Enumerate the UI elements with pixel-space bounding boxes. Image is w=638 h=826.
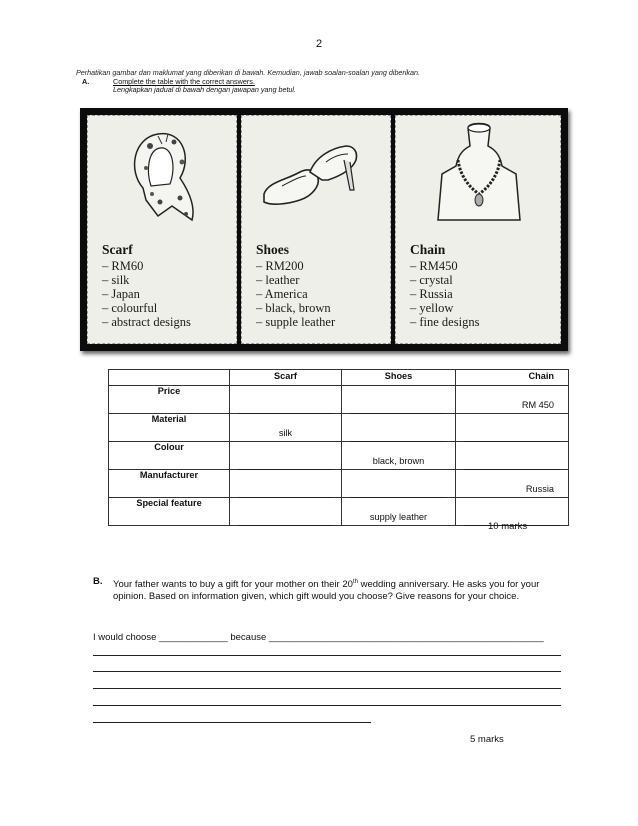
row-label-special-feature: Special feature [109,498,230,526]
feature-shoes-cell: supply leather [342,498,456,526]
shoes-feature: – supple leather [256,315,336,329]
section-a-instruction: Complete the table with the correct answers. [113,77,255,86]
scarf-colour: – colourful [102,301,158,315]
table-header-shoes: Shoes [342,370,456,386]
table-header-row [109,370,569,386]
shoes-details [256,259,335,329]
scarf-price: – RM60 [102,259,144,273]
price-shoes-blank[interactable] [342,386,456,414]
price-scarf-blank[interactable] [230,386,342,414]
answer-line-2[interactable] [93,671,561,672]
chain-feature: – fine designs [410,315,480,329]
chain-panel [395,115,561,344]
manufacturer-shoes-blank[interactable] [342,470,456,498]
shoes-material: – leather [256,273,300,287]
material-shoes-blank[interactable] [342,414,456,442]
page-number: 2 [315,38,323,50]
manufacturer-chain-cell: Russia [456,470,569,498]
shoes-panel [241,115,391,344]
chain-origin: – Russia [410,287,453,301]
instruction-malay: Perhatikan gambar dan maklumat yang diberikan di bawah. Kemudian, jawab soalan-soalan yang diberikan. [76,68,421,77]
section-b-marks: 5 marks [470,734,504,745]
material-scarf-cell: silk [230,414,342,442]
table-row [109,442,569,470]
chain-name: Chain [410,242,446,257]
chain-price: – RM450 [410,259,458,273]
shoes-price: – RM200 [256,259,304,273]
chain-details [410,259,479,329]
scarf-feature: – abstract designs [102,315,191,329]
scarf-panel [87,115,237,344]
answer-line-3[interactable] [93,688,561,689]
answer-prompt[interactable]: I would choose _____________ because ____________________________________________________ [93,632,544,643]
row-label-manufacturer: Manufacturer [109,470,230,498]
manufacturer-scarf-blank[interactable] [230,470,342,498]
chain-material: – crystal [410,273,453,287]
feature-scarf-blank[interactable] [230,498,342,526]
chain-colour: – yellow [410,301,454,315]
shoes-colour: – black, brown [256,301,331,315]
price-chain-cell: RM 450 [456,386,569,414]
section-b-question: Your father wants to buy a gift for your mother on their 20th wedding anniversary. He asks you for your opinion. Based on information given, which gift would you choose? Give reasons for your choice. [113,579,540,603]
scarf-icon [88,116,238,236]
table-header-chain: Chain [456,370,569,386]
section-b-letter: B. [93,576,103,587]
row-label-colour: Colour [109,442,230,470]
colour-chain-blank[interactable] [456,442,569,470]
scarf-name: Scarf [102,242,133,257]
scarf-material: – silk [102,273,130,287]
colour-scarf-blank[interactable] [230,442,342,470]
material-chain-blank[interactable] [456,414,569,442]
table-header-scarf: Scarf [230,370,342,386]
table-row [109,414,569,442]
row-label-price: Price [109,386,230,414]
shoes-name: Shoes [256,242,290,257]
shoes-origin: – America [256,287,308,301]
item-picture [80,108,568,351]
answer-line-4[interactable] [93,705,561,706]
table-row [109,470,569,498]
chain-icon [396,116,562,236]
answer-line-1[interactable] [93,655,561,656]
section-a-marks: 10 marks [488,521,528,532]
table-header-blank [109,370,230,386]
scarf-origin: – Japan [102,287,140,301]
table-row [109,386,569,414]
scarf-details [102,259,191,329]
section-a-instruction-malay: Lengkapkan jadual di bawah dengan jawapan yang betul. [113,85,297,94]
colour-shoes-cell: black, brown [342,442,456,470]
row-label-material: Material [109,414,230,442]
shoes-icon [242,116,392,236]
answer-table [108,369,569,526]
section-a-letter: A. [82,77,90,86]
answer-line-5[interactable] [93,722,371,723]
